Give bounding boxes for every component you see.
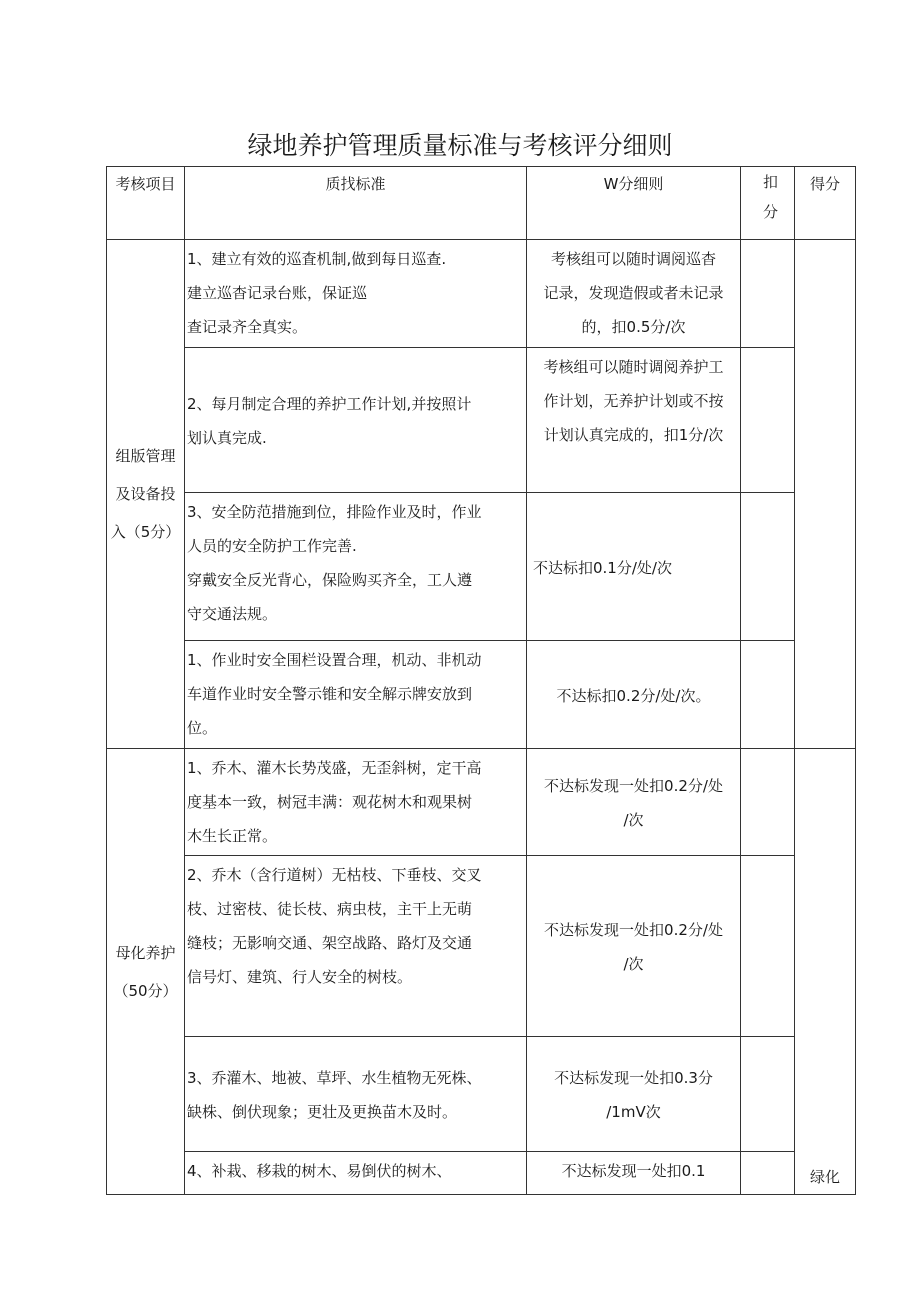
deduct-cell: [741, 641, 795, 749]
standard-cell: 1、作业时安全围栏设置合理，机动、非机动 车道作业时安全警示锥和安全解示牌安放到 位。: [185, 641, 527, 749]
table-row: [107, 240, 856, 348]
score-cell: [795, 240, 856, 749]
standard-cell: 3、乔灌木、地被、草坪、水生植物无死株、 缺株、倒伏现象；更壮及更换苗木及时。: [185, 1037, 527, 1152]
header-standard: 质找标准: [185, 167, 527, 240]
deduct-cell: [741, 749, 795, 856]
rule-cell: 不达标发现一处扣0.1: [527, 1152, 741, 1195]
standard-cell: 3、安全防范措施到位，排险作业及时，作业 人员的安全防护工作完善. 穿戴安全反光背心，保险购买齐全，工人遵 守交通法规。: [185, 493, 527, 641]
score-cell: [795, 749, 856, 1195]
table-row: [107, 1037, 856, 1152]
standard-cell: 4、补栽、移栽的树木、易倒伏的树木、: [185, 1152, 527, 1195]
rule-cell: 不达标扣0.1分/处/次: [527, 493, 741, 641]
category-cell: 母化养护 （50分）: [107, 749, 185, 1195]
standard-cell: 2、每月制定合理的养护工作计划,并按照计 划认真完成.: [185, 348, 527, 493]
header-item: 考核项目: [107, 167, 185, 240]
rule-cell: 考核组可以随时调阅巡杳 记录，发现造假或者未记录 的，扣0.5分/次: [527, 240, 741, 348]
deduct-cell: [741, 1152, 795, 1195]
deduct-cell: [741, 348, 795, 493]
table-row: [107, 493, 856, 641]
scoring-table: [106, 166, 856, 1195]
deduct-cell: [741, 240, 795, 348]
rule-cell: 不达标发现一处扣0.2分/处 /次: [527, 749, 741, 856]
rule-cell: 考核组可以随时调阅养护工 作计划，无养护计划或不按 计划认真完成的，扣1分/次: [527, 348, 741, 493]
header-rule: W分细则: [527, 167, 741, 240]
header-score: 得分: [795, 167, 856, 240]
deduct-cell: [741, 1037, 795, 1152]
standard-cell: 1、建立有效的巡査机制,做到每日巡查. 建立巡杳记录台账，保证巡 查记录齐全真实。: [185, 240, 527, 348]
table-row: [107, 641, 856, 749]
standard-cell: 1、乔木、灌木长势茂盛，无歪斜树，定干高 度基本一致，树冠丰满：观花树木和观果树 木生长正常。: [185, 749, 527, 856]
standard-cell: 2、乔木（含行道树）无枯枝、下垂枝、交叉 枝、过密枝、徒长枝、病虫枝，主干上无萌 缝枝；无影响交通、架空战路、路灯及交通 信号灯、建筑、行人安全的树枝。: [185, 856, 527, 1037]
deduct-cell: [741, 856, 795, 1037]
table-header-row: [107, 167, 856, 240]
table-row: [107, 1152, 856, 1195]
page-title: 绿地养护管理质量标准与考核评分细则: [247, 131, 673, 160]
score-tail-label: 绿化: [809, 1168, 840, 1186]
rule-cell: 不达标发现一处扣0.2分/处 /次: [527, 856, 741, 1037]
rule-cell: 不达标发现一处扣0.3分 /1mV次: [527, 1037, 741, 1152]
table-row: [107, 856, 856, 1037]
table-row: [107, 348, 856, 493]
category-cell: 组版管理 及设备投 入（5分）: [107, 240, 185, 749]
table-row: [107, 749, 856, 856]
rule-cell: 不达标扣0.2分/处/次。: [527, 641, 741, 749]
deduct-cell: [741, 493, 795, 641]
header-deduct: 扣 分: [741, 167, 795, 240]
